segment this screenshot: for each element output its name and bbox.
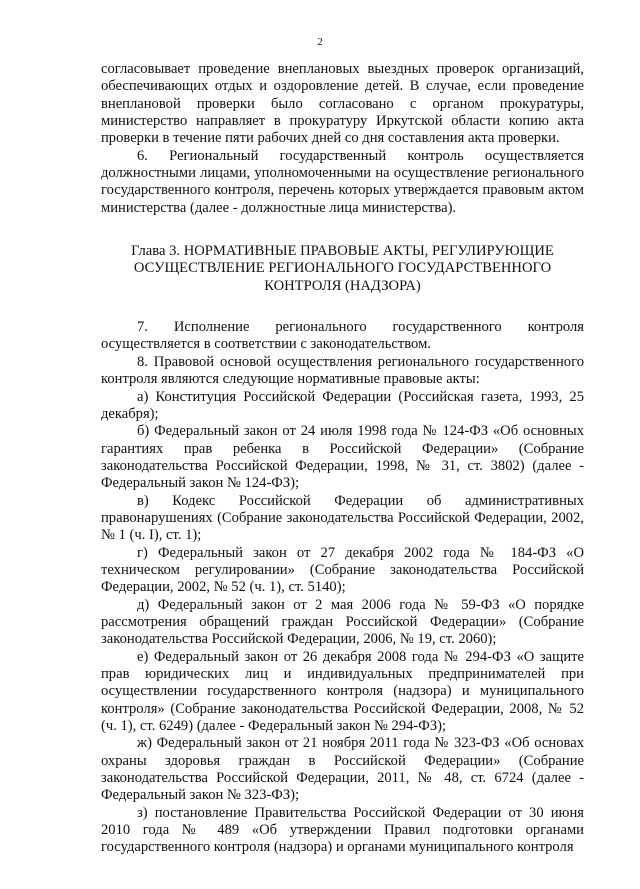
list-item-v: в) Кодекс Российской Федерации об административных правонарушениях (Собрание законодательства Российской Федерации, 2002, № 1 (ч. I), ст. 1); xyxy=(101,492,584,544)
list-item-d: д) Федеральный закон от 2 мая 2006 года № 59-ФЗ «О порядке рассмотрения обращений граждан Российской Федерации» (Собрание законодательства Российской Федерации, 2006, № 19, ст. 2060); xyxy=(101,596,584,648)
list-item-b: б) Федеральный закон от 24 июля 1998 года № 124-ФЗ «Об основных гарантиях прав ребенка в Российской Федерации» (Собрание законодательства Российской Федерации, 1998, № 31, ст. 3802) (далее - Федеральный закон № 124-ФЗ); xyxy=(101,423,584,492)
page-number: 2 xyxy=(317,36,323,48)
list-item-z: з) постановление Правительства Российской Федерации от 30 июня 2010 года № 489 «Об утверждении Правил подготовки органами государственного контроля (надзора) и органами муниципального контроля xyxy=(101,804,584,856)
paragraph-7: 7. Исполнение регионального государственного контроля осуществляется в соответствии с законодательством. xyxy=(101,319,584,353)
chapter-heading xyxy=(101,243,584,295)
chapter-heading-line-2: ОСУЩЕСТВЛЕНИЕ РЕГИОНАЛЬНОГО ГОСУДАРСТВЕННОГО xyxy=(133,260,552,277)
list-item-g: г) Федеральный закон от 27 декабря 2002 года № 184-ФЗ «О техническом регулировании» (Собрание законодательства Российской Федерации, 2002, № 52 (ч. 1), ст. 5140); xyxy=(101,544,584,596)
paragraph-continuation: согласовывает проведение внеплановых выездных проверок организаций, обеспечивающих отдых и оздоровление детей. В случае, если проведение внеплановой проверки было согласовано с органом прокуратуры, министерство направляет в прокуратуру Иркутской области копию акта проверки в течение пяти рабочих дней со дня составления акта проверки. xyxy=(101,61,584,147)
list-item-a: а) Конституция Российской Федерации (Российская газета, 1993, 25 декабря); xyxy=(101,388,584,422)
list-item-e: е) Федеральный закон от 26 декабря 2008 года № 294-ФЗ «О защите прав юридических лиц и индивидуальных предпринимателей при осуществлении государственного контроля (надзора) и муниципального контроля» (Собрание законодательства Российской Федерации, 2008, № 52 (ч. 1), ст. 6249) (далее - Федеральный закон № 294-ФЗ); xyxy=(101,648,584,735)
document-body xyxy=(101,61,584,857)
paragraph-6: 6. Региональный государственный контроль осуществляется должностными лицами, уполномоченными на осуществление регионального государственного контроля, перечень которых утверждается правовым актом министерства (далее - должностные лица министерства). xyxy=(101,147,584,216)
chapter-heading-line-3: КОНТРОЛЯ (НАДЗОРА) xyxy=(264,277,421,294)
list-item-zh: ж) Федеральный закон от 21 ноября 2011 года № 323-ФЗ «Об основах охраны здоровья граждан в Российской Федерации» (Собрание законодательства Российской Федерации, 2011, № 48, ст. 6724 (далее - Федеральный закон № 323-ФЗ); xyxy=(101,735,584,804)
chapter-heading-line-1: Глава 3. НОРМАТИВНЫЕ ПРАВОВЫЕ АКТЫ, РЕГУЛИРУЮЩИЕ xyxy=(131,243,554,260)
paragraph-8: 8. Правовой основой осуществления регионального государственного контроля являются следующие нормативные правовые акты: xyxy=(101,353,584,388)
